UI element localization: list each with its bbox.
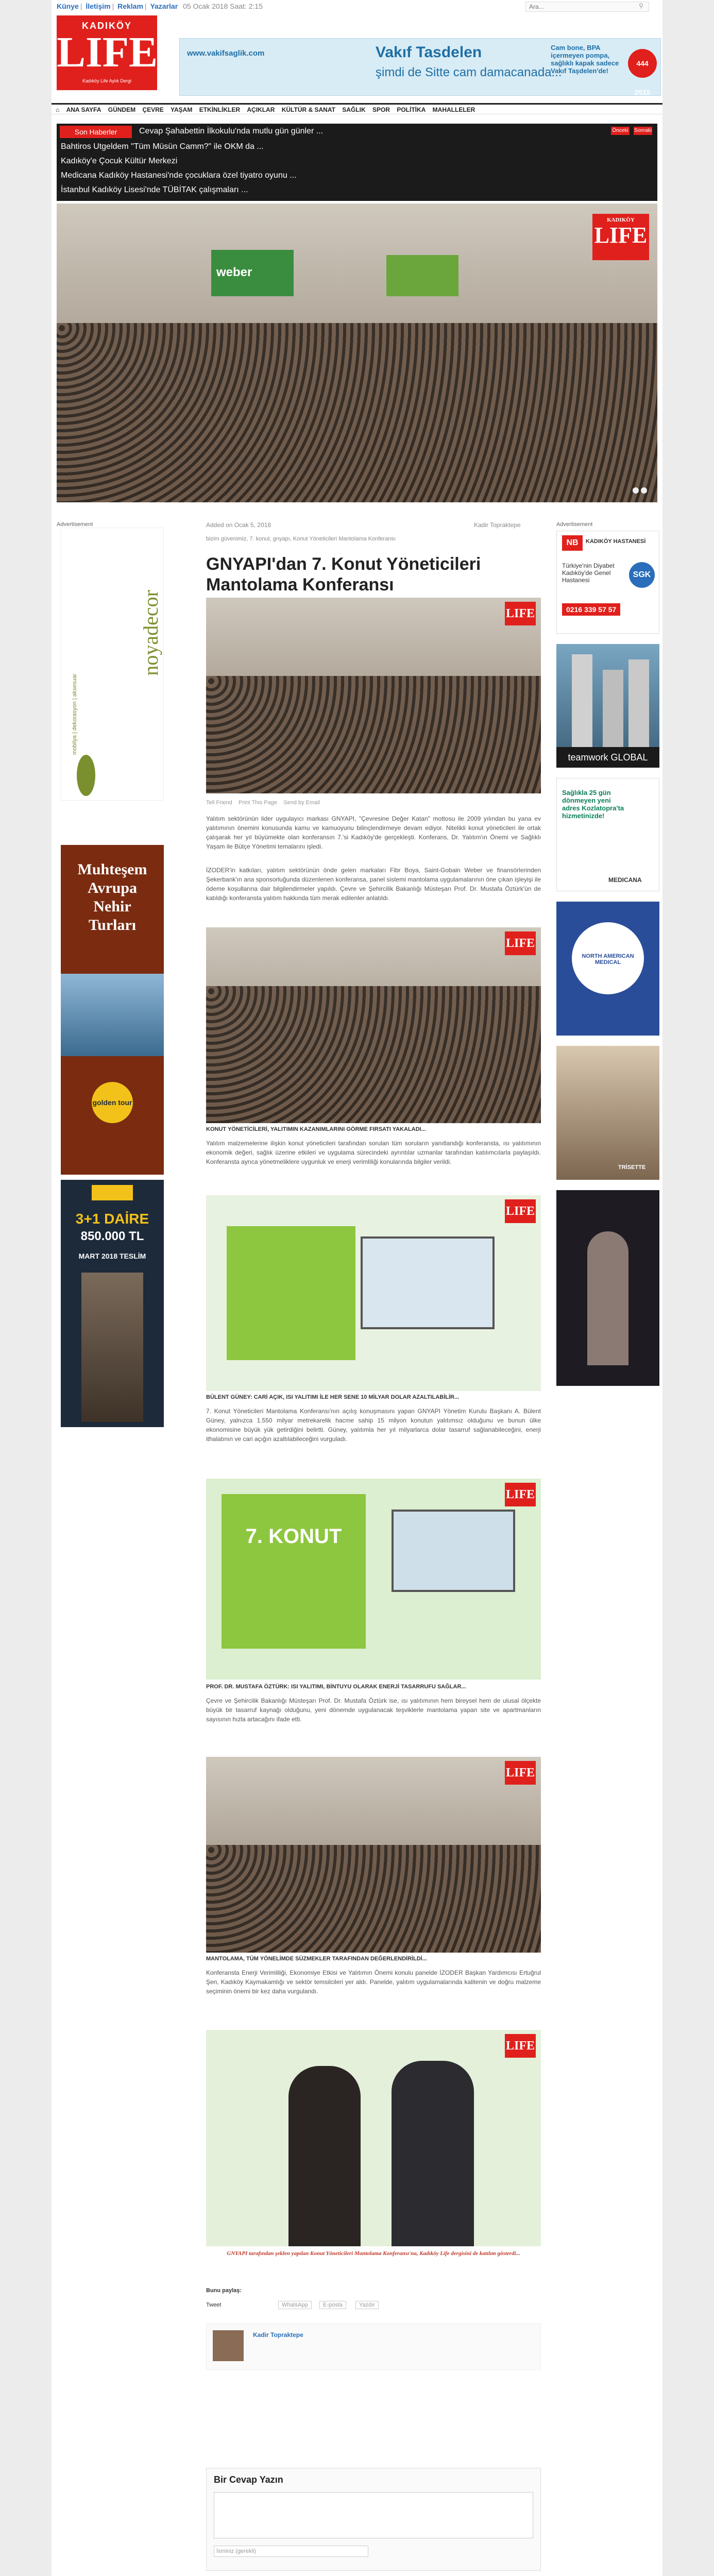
ad-subtitle: şimdi de Sitte cam damacanada... <box>376 65 562 79</box>
search-input[interactable] <box>525 2 649 12</box>
nav-item[interactable]: ANA SAYFA <box>66 106 101 113</box>
share-print[interactable]: Print This Page <box>238 800 277 806</box>
ad-daire[interactable] <box>61 1180 164 1427</box>
breaking-item[interactable]: İstanbul Kadıköy Lisesi'nde TÜBİTAK çalışmaları ... <box>61 185 248 194</box>
top-bar <box>52 0 662 11</box>
author-name[interactable]: Kadir Topraktepe <box>253 2331 303 2338</box>
nav-item[interactable]: KÜLTÜR & SANAT <box>281 106 335 113</box>
author-box <box>206 2324 541 2370</box>
breaking-next-button[interactable]: Sonraki <box>634 127 652 135</box>
article-photo-3: LIFE <box>206 1195 541 1391</box>
ad-golden-logo: golden tour <box>92 1082 133 1123</box>
article-photo-4: 7. KONUT LIFE <box>206 1479 541 1680</box>
slider-dots[interactable] <box>631 487 647 496</box>
article-photo-2: LIFE <box>206 927 541 1123</box>
nav-item[interactable]: YAŞAM <box>171 106 193 113</box>
ad-daire-logo <box>92 1185 133 1200</box>
article-paragraph-2: İZODER'in katkıları, yalıtım sektörünün önde gelen markaları Fibr Boya, Saint-Gobain Weber ve finansörlerinden Şekerbank'ın ana sponsorluğunda düzenlenen konferansa, panel sistemi mantolama uygulamalarının öne çıkan işleyişi ile ödeme koşullarına dair bilgilendirmeler yapıldı. Çevre ve Şehircilik Bakanlığı Müsteşarı Prof. Dr. Mustafa Öztürk'ün de katıldığı konferansta yalıtım hakkında tüm merak edilenler anlatıldı. <box>206 867 541 902</box>
ad-medicana[interactable]: Sağlıkla 25 gün dönmeyen yeni adres Kozlatopra'ta hizmetinizde! MEDICANA <box>556 778 659 891</box>
top-advertisement[interactable] <box>179 38 661 96</box>
comment-form <box>206 2468 541 2571</box>
top-links: Künye | İletişim | Reklam | Yazarlar 05 Ocak 2018 Saat: 2:15 <box>57 2 263 10</box>
share-row <box>206 800 320 806</box>
search-icon[interactable]: ⚲ <box>639 2 643 9</box>
breaking-item[interactable]: Medicana Kadıköy Hastanesi'nde çocuklara özel tiyatro oyunu ... <box>61 171 297 180</box>
ad-nehir-title: Muhteşem Avrupa Nehir Turları <box>77 861 147 934</box>
ad-daire-title: 3+1 DAİRE <box>75 1211 149 1227</box>
ad-phone-badge: 444 2515 <box>628 49 657 78</box>
right-ad-label: Advertisement <box>556 521 593 528</box>
article-paragraph-1: Yalıtım sektörünün lider uygulayıcı markası GNYAPI, "Çevresine Değer Katan" mottosu ile 2009 yılından bu yana ev yalıtımının önemini konusunda kamu ve kamuoyunu bilinçlendirmeye devam ediyor. Nitelikli konut yöneticileri ile ortak çalışarak her yıl büyümekte olan konferansın 7.'si Kadıköy'de gerçekleşti. Konferans, Dr. Yalıtım'ın Önemi ve Sağlıklı Yaşam ile Bütçe Yönetimi temalarını işledi. <box>206 815 541 850</box>
nav-item[interactable]: ÇEVRE <box>142 106 164 113</box>
caption-2: BÜLENT GÜNEY: CARİ AÇIK, ISI YALITIMI İLE HER SENE 10 MİLYAR DOLAR AZALTILABİLİR... <box>206 1394 460 1400</box>
main-nav <box>52 103 662 114</box>
breaking-item[interactable]: Bahtiros Utgeldem "Tüm Müsün Camm?" ile OKM da ... <box>61 142 264 151</box>
article-photo-5: LIFE <box>206 1757 541 1953</box>
ad-title: Vakıf Tasdelen <box>376 44 482 61</box>
left-ad-label: Advertisement <box>57 521 93 528</box>
comment-title: Bir Cevap Yazın <box>214 2475 283 2485</box>
logo-tag: Kadıköy Life Aylık Dergi <box>82 78 131 83</box>
caption-4: MANTOLAMA, TÜM YÖNELİMDE SÜZMEKLER TARAFINDAN DEĞERLENDİRİLDİ... <box>206 1956 427 1962</box>
breaking-label: Son Haberler <box>60 126 132 138</box>
logo-main: LIFE <box>57 28 158 76</box>
article-title: GNYAPI'dan 7. Konut Yöneticileri Mantolama Konferansı <box>206 554 481 595</box>
share-tell-friend[interactable]: Tell Friend <box>206 800 232 806</box>
ad-daire-building <box>81 1273 143 1422</box>
nav-item[interactable]: MAHALLELER <box>432 106 475 113</box>
nav-item[interactable]: ETKİNLİKLER <box>199 106 241 113</box>
email-button[interactable]: E-posta <box>319 2301 346 2309</box>
ad-nb-hospital[interactable]: NB KADIKÖY HASTANESİ Türkiye'nin Diyabet Kadıköy'de Genel Hastanesi SGK 0216 339 57 57 <box>556 531 659 634</box>
nav-item[interactable]: SPOR <box>372 106 390 113</box>
ad-daire-sub: MART 2018 TESLİM <box>78 1252 146 1260</box>
article-author[interactable]: Kadir Topraktepe <box>474 521 521 529</box>
tweet-button[interactable]: Tweet <box>206 2302 222 2308</box>
leaf-icon <box>77 755 95 796</box>
ad-north-american[interactable]: NORTH AMERICAN MEDICAL <box>556 902 659 1036</box>
nav-item[interactable]: GÜNDEM <box>108 106 136 113</box>
print-button[interactable]: Yazdır <box>355 2301 379 2309</box>
breaking-item[interactable]: Kadıköy'e Çocuk Kültür Merkezi <box>61 157 178 165</box>
article-photo-1: LIFE <box>206 598 541 793</box>
ad-nehir-photo <box>61 974 164 1056</box>
breaking-news <box>57 124 657 201</box>
date-text: 05 Ocak 2018 Saat: 2:15 <box>183 2 263 10</box>
main-slider[interactable] <box>57 204 657 502</box>
home-icon[interactable]: ⌂ <box>56 106 60 113</box>
nav-item[interactable]: SAĞLIK <box>342 106 366 113</box>
ad-teamwork[interactable]: teamwork GLOBAL <box>556 644 659 768</box>
logo[interactable] <box>57 15 157 90</box>
article-paragraph-3: Yalıtım malzemelerine ilişkin konut yöneticileri tarafından sorulan tüm soruların yanıtlandığı konferansta, ısı yalıtımının ekonomik değeri, sağlık üzerine etkileri ve uygulama sürecindeki ayrıntılar uzmanlar tarafından katılımcılarla paylaşıldı. Konferansta ayrıca yönetmeliklere uygunluk ve enerji verimliliği konularında bilgiler verildi. <box>206 1140 541 1165</box>
whatsapp-button[interactable]: WhatsApp <box>278 2301 312 2309</box>
link-yazarlar[interactable]: Yazarlar <box>150 2 178 10</box>
slider-life-badge: KADIKÖY LIFE <box>592 214 649 260</box>
share-label: Bunu paylaş: <box>206 2287 242 2294</box>
ad-noya-tag: mobilya | dekorasyon | aksesuar <box>72 673 78 755</box>
comment-textarea[interactable] <box>214 2492 533 2538</box>
ad-side-text: Cam bone, BPA içermeyen pompa, sağlıklı kapak sadece Vakıf Taşdelen'de! <box>551 44 619 75</box>
ad-dark[interactable] <box>556 1190 659 1386</box>
article-paragraph-4: 7. Konut Yöneticileri Mantolama Konferansı'nın açılış konuşmasını yapan GNYAPI Yönetim Kurulu Başkanı A. Bülent Güney, yalnızca 1.550 milyar metrekarelik hacme sahip 15 milyon konutun yalıtımsız olduğunu ve bunun ülke ekonomisine büyük yük getirdiğini belirtti. Güney, yalıtımla her yıl milyarlarca dolar tasarruf sağlanabileceğini, enerji ithalatının ve cari açığın azaltılabileceğini vurguladı. <box>206 1408 541 1443</box>
slider-banner: weber <box>211 250 294 296</box>
article-paragraph-6: Konferansta Enerji Verimliliği, Ekonomiye Etkisi ve Yalıtımın Önemi konulu panelde İZODER Başkan Yardımcısı Ertuğrul Şen, Kadıköy Kaymakamlığı ve sektör temsilcileri yer aldı. Panelde, yalıtım uygulamalarında kalitenin ve doğru malzeme seçiminin önemi bir kez daha vurgulandı. <box>206 1969 541 1995</box>
share-email[interactable]: Send by Email <box>283 800 320 806</box>
logo-top: KADIKÖY <box>81 21 132 31</box>
ad-noya-text: noyadecor <box>139 590 162 676</box>
nav-item[interactable]: AÇIKLAR <box>247 106 275 113</box>
comment-name-input[interactable]: İsminiz (gerekli) <box>214 2546 368 2557</box>
ad-url: www.vakifsaglik.com <box>187 49 265 58</box>
ad-daire-price: 850.000 TL <box>80 1229 144 1243</box>
caption-1: KONUT YÖNETİCİLERİ, YALITIMIN KAZANIMLARINI GÖRME FIRSATI YAKALADI... <box>206 1126 426 1132</box>
link-reklam[interactable]: Reklam <box>117 2 143 10</box>
caption-5: GNYAPI tarafından şeklen yapılan Konut Yöneticileri Mantolama Konferansı'na, Kadıköy Life dergisini de katılım gösterdi... <box>227 2250 520 2257</box>
avatar <box>213 2330 244 2361</box>
link-kunye[interactable]: Künye <box>57 2 79 10</box>
breaking-prev-button[interactable]: Önceki <box>611 127 630 135</box>
ad-noyadecor[interactable] <box>61 528 164 801</box>
article-photo-6: LIFE <box>206 2030 541 2246</box>
article-tags[interactable]: bizim güvenimiz, 7. konut, gnyapı, Konut Yöneticileri Mantolama Konferansı <box>206 536 396 542</box>
breaking-item[interactable]: Cevap Şahabettin İlkokulu'nda mutlu gün günler ... <box>139 127 324 135</box>
caption-3: PROF. DR. MUSTAFA ÖZTÜRK: ISI YALITIMI, BİNTUYU OLARAK ENERJİ TASARRUFU SAĞLAR... <box>206 1684 466 1690</box>
article-paragraph-5: Çevre ve Şehircilik Bakanlığı Müsteşarı Prof. Dr. Mustafa Öztürk ise, ısı yalıtımının hem bireysel hem de ulusal ölçekte büyük bir tasarruf kaynağı olduğunu, yeni dönemde uygulanacak teşviklerle mantolama yapan site ve apartmanların sayısının hızla artacağını ifade etti. <box>206 1697 541 1723</box>
ad-nehir-turlari[interactable] <box>61 845 164 1175</box>
article-meta: Added on Ocak 5, 2018 <box>206 521 271 529</box>
link-iletisim[interactable]: İletişim <box>86 2 111 10</box>
page <box>52 0 662 2576</box>
nav-item[interactable]: POLİTİKA <box>397 106 426 113</box>
ad-trisette[interactable]: TRİSETTE <box>556 1046 659 1180</box>
